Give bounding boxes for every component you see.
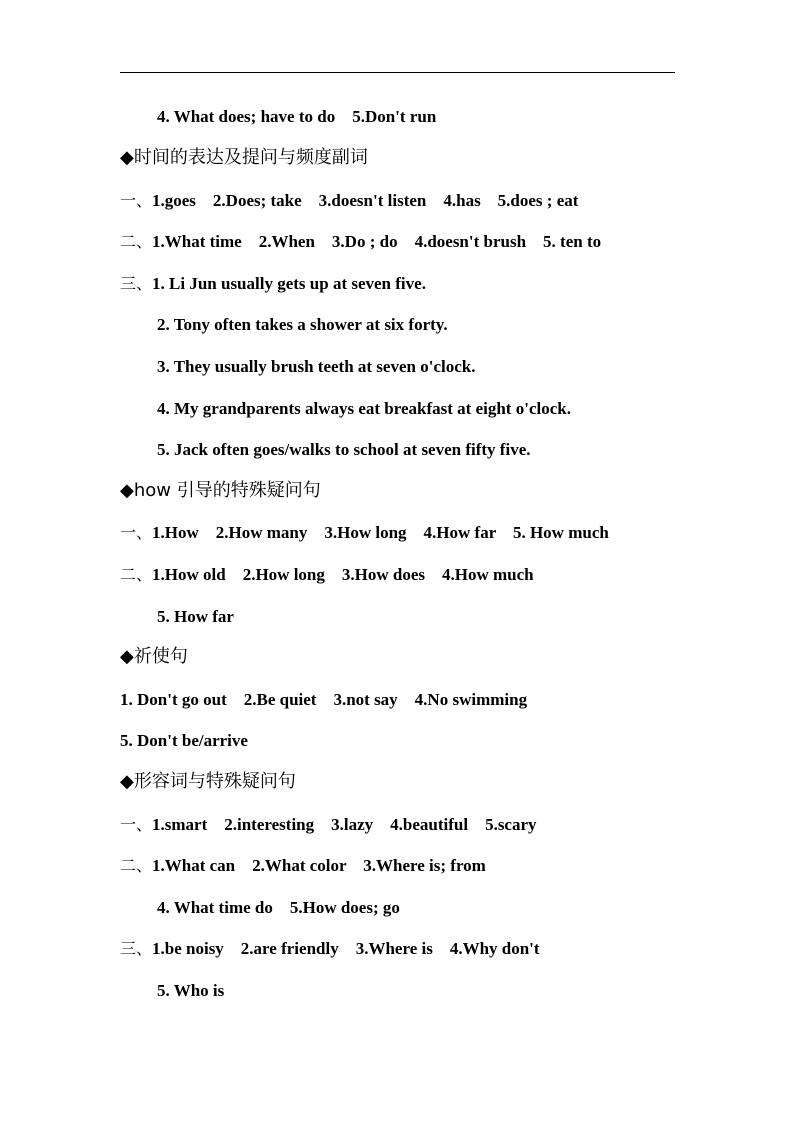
part-prefix: 一、	[120, 815, 153, 834]
answer-line: 4. What does; have to do 5.Don't run	[157, 107, 437, 126]
answer-line: 三、1.be noisy 2.are friendly 3.Where is 4.Why don't	[120, 939, 540, 958]
part-prefix: 三、	[120, 939, 153, 958]
answer-line: 2. Tony often takes a shower at six forty.	[157, 315, 448, 334]
answer-line: 一、1.smart 2.interesting 3.lazy 4.beautiful 5.scary	[120, 815, 537, 834]
answer-line: 5. Jack often goes/walks to school at seven fifty five.	[157, 440, 531, 459]
answer-line: 4. My grandparents always eat breakfast at eight o'clock.	[157, 399, 571, 418]
answer-line: 一、1.How 2.How many 3.How long 4.How far 5. How much	[120, 523, 609, 542]
header-rule	[120, 72, 675, 73]
answer-line: 三、1. Li Jun usually gets up at seven five.	[120, 274, 426, 293]
part-prefix: 一、	[120, 523, 153, 542]
part-prefix: 二、	[120, 565, 153, 584]
answer-line: 5. Who is	[157, 981, 225, 1000]
answer-line: 3. They usually brush teeth at seven o'clock.	[157, 357, 476, 376]
part-prefix: 二、	[120, 232, 153, 251]
answer-line: 二、1.How old 2.How long 3.How does 4.How much	[120, 565, 534, 584]
part-prefix: 二、	[120, 856, 153, 875]
section-heading-imperative: ◆祈使句	[120, 646, 188, 667]
part-prefix: 三、	[120, 274, 153, 293]
answer-line: 4. What time do 5.How does; go	[157, 898, 400, 917]
section-heading-how: ◆how 引导的特殊疑问句	[120, 480, 321, 501]
part-prefix: 一、	[120, 191, 153, 210]
answer-line: 5. How far	[157, 607, 234, 626]
answer-line: 1. Don't go out 2.Be quiet 3.not say 4.No swimming	[120, 690, 528, 709]
answer-line: 5. Don't be/arrive	[120, 731, 248, 750]
section-heading-time: ◆时间的表达及提问与频度副词	[120, 147, 368, 168]
answer-line: 一、1.goes 2.Does; take 3.doesn't listen 4.has 5.does ; eat	[120, 191, 579, 210]
answer-line: 二、1.What can 2.What color 3.Where is; from	[120, 856, 486, 875]
section-heading-adjectives: ◆形容词与特殊疑问句	[120, 771, 296, 792]
answer-line: 二、1.What time 2.When 3.Do ; do 4.doesn't brush 5. ten to	[120, 232, 602, 251]
